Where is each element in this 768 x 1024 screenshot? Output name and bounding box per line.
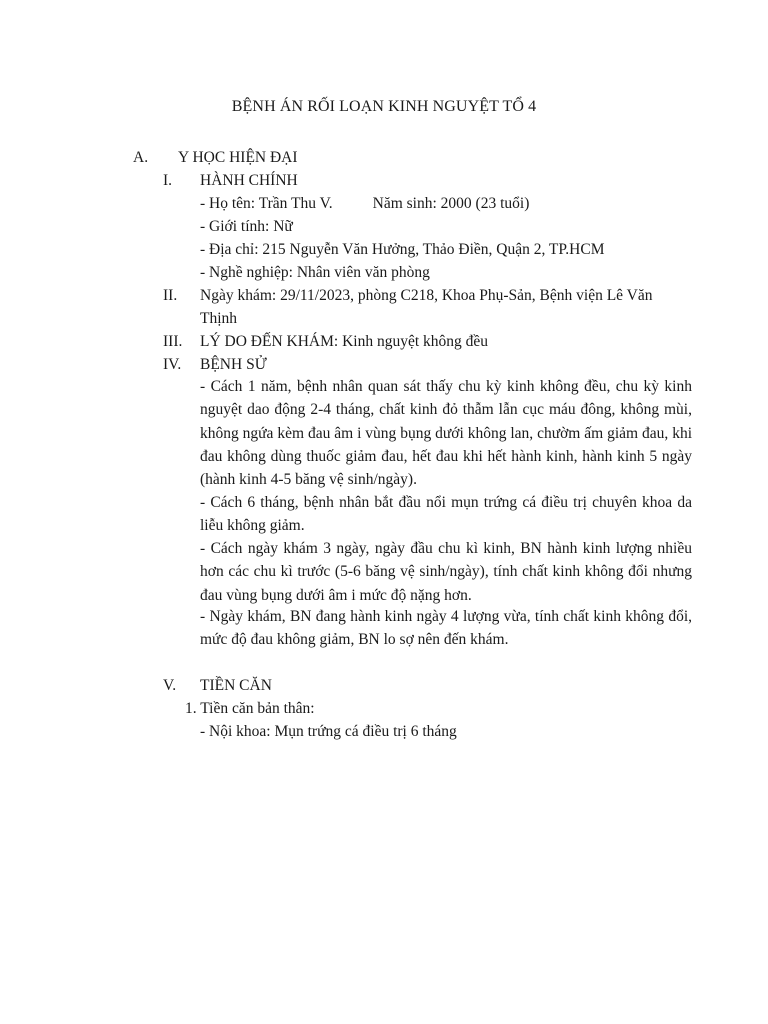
patient-address: - Địa chỉ: 215 Nguyễn Văn Hưởng, Thảo Điền, Quận 2, TP.HCM <box>200 241 605 258</box>
section-v-number: V. <box>163 677 177 694</box>
section-iv-heading: BỆNH SỬ <box>200 356 267 373</box>
section-iii-number: III. <box>163 333 183 350</box>
section-a-number: A. <box>133 149 149 166</box>
patient-gender: - Giới tính: Nữ <box>200 218 293 235</box>
document-title: BỆNH ÁN RỐI LOẠN KINH NGUYỆT TỔ 4 <box>231 98 537 115</box>
history-paragraph-1: - Cách 1 năm, bệnh nhân quan sát thấy chu kỳ kinh không đều, chu kỳ kinh nguyệt dao động 2-4 tháng, chất kinh đỏ thẫm lẫn cục máu đông, không mùi, không ngứa kèm đau âm i vùng bụng dưới không lan, chườm ấm giảm đau, khi đau không dùng thuốc giảm đau, hết đau khi hết hành kinh, hành kinh 5 ngày (hành kinh 4-5 băng vệ sinh/ngày). <box>200 378 692 489</box>
reason-for-visit: LÝ DO ĐẾN KHÁM: Kinh nguyệt không đều <box>200 333 489 350</box>
patient-occupation: - Nghề nghiệp: Nhân viên văn phòng <box>200 264 430 281</box>
exam-date-line-1: Ngày khám: 29/11/2023, phòng C218, Khoa Phụ-Sản, Bệnh viện Lê Văn <box>200 287 653 304</box>
section-a-heading: Y HỌC HIỆN ĐẠI <box>178 149 298 166</box>
history-paragraph-2: - Cách 6 tháng, bệnh nhân bắt đầu nổi mụn trứng cá điều trị chuyên khoa da liễu không giảm. <box>200 494 692 535</box>
patient-name: - Họ tên: Trần Thu V. <box>200 195 333 212</box>
personal-history-heading: 1. Tiền căn bản thân: <box>185 700 315 717</box>
section-ii-number: II. <box>163 287 178 304</box>
history-paragraph-4: - Ngày khám, BN đang hành kinh ngày 4 lượng vừa, tính chất kinh không đổi, mức độ đau không giảm, BN lo sợ nên đến khám. <box>200 608 692 649</box>
section-v-heading: TIỀN CĂN <box>200 677 272 694</box>
section-iv-number: IV. <box>163 356 182 373</box>
section-i-number: I. <box>163 172 173 189</box>
exam-date-line-2: Thịnh <box>200 310 238 327</box>
patient-name-line <box>200 192 529 215</box>
history-paragraph-3: - Cách ngày khám 3 ngày, ngày đầu chu kì kinh, BN hành kinh lượng nhiều hơn các chu kì trước (5-6 băng vệ sinh/ngày), tính chất kinh không đổi nhưng đau vùng bụng dưới âm i mức độ nặng hơn. <box>200 540 692 604</box>
section-i-heading: HÀNH CHÍNH <box>200 172 298 189</box>
internal-medicine-history: - Nội khoa: Mụn trứng cá điều trị 6 tháng <box>200 723 457 740</box>
patient-birth-year: Năm sinh: 2000 (23 tuổi) <box>372 195 530 212</box>
